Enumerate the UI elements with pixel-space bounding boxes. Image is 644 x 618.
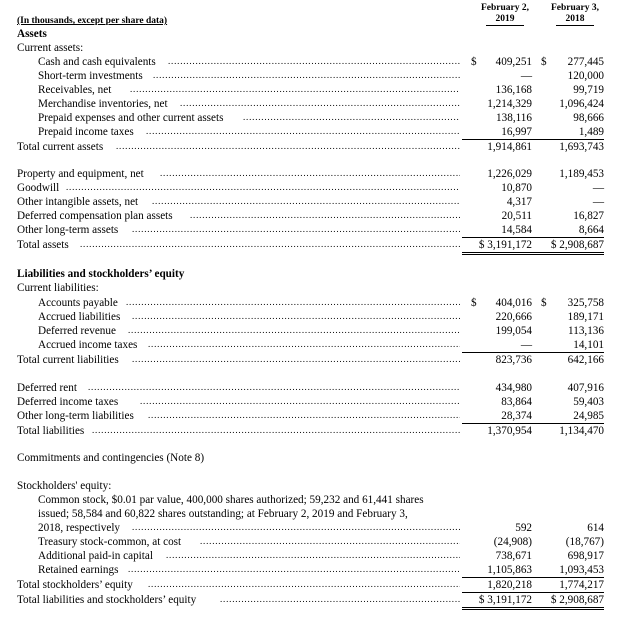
table-row	[0, 97, 644, 111]
row-label: Short-term investments	[38, 70, 143, 82]
table-row	[0, 209, 644, 223]
value-2019: —	[462, 338, 532, 353]
table-row	[0, 238, 644, 252]
col-header-2019-line1: February 2,	[480, 3, 530, 13]
table-row	[0, 593, 644, 607]
leader-dots	[166, 549, 460, 563]
value-2018: 1,693,743	[559, 141, 604, 153]
table-row	[0, 424, 644, 438]
section-assets: Assets	[17, 28, 47, 40]
value-2019: 83,864	[501, 396, 532, 408]
leader-dots	[180, 97, 460, 111]
value-2018: 407,916	[567, 382, 604, 394]
row-label: Receivables, net	[38, 84, 112, 96]
table-row	[0, 223, 644, 237]
table-row	[0, 83, 644, 97]
row-label: Prepaid income taxes	[38, 126, 134, 138]
value-2018: 1,489	[529, 125, 604, 140]
leader-dots	[80, 238, 460, 252]
value-2018: 16,827	[573, 210, 604, 222]
table-row	[0, 195, 644, 209]
value-2019: 136,168	[495, 84, 532, 96]
row-label: Goodwill	[17, 182, 60, 194]
value-2018: 277,445	[567, 56, 604, 68]
value-2018: 1,189,453	[559, 168, 604, 180]
value-2018: 24,985	[529, 409, 604, 424]
leader-dots	[132, 310, 460, 324]
leader-dots	[152, 195, 460, 209]
leader-dots	[153, 69, 460, 83]
row-label: Deferred compensation plan assets	[17, 210, 173, 222]
table-row	[0, 167, 644, 181]
row-label: Deferred rent	[17, 382, 77, 394]
row-label: 2018, respectively	[38, 522, 121, 534]
table-row	[0, 55, 644, 69]
value-2018: 1,093,453	[529, 563, 604, 578]
dollar-sign: $	[541, 56, 547, 68]
leader-dots	[66, 181, 460, 195]
value-2019: 823,736	[495, 354, 532, 366]
value-2018: —	[592, 182, 604, 194]
value-2019: 199,054	[495, 325, 532, 337]
row-label: Accrued liabilities	[38, 311, 121, 323]
leader-dots	[88, 381, 460, 395]
value-2018: 1,134,470	[559, 425, 604, 437]
leader-dots	[128, 324, 460, 338]
table-row	[0, 140, 644, 154]
dollar-sign: $	[541, 297, 547, 309]
row-label: Merchandise inventories, net	[38, 98, 168, 110]
section-current-assets: Current assets:	[17, 42, 84, 54]
value-2019: 28,374	[462, 409, 532, 424]
value-2018: 642,166	[567, 354, 604, 366]
leader-dots	[220, 593, 460, 607]
table-row	[0, 125, 644, 139]
table-row	[0, 563, 644, 577]
value-2019: 1,105,863	[462, 563, 532, 578]
value-2018: $ 2,908,687	[529, 238, 604, 255]
col-header-2019-line2: 2019	[486, 14, 524, 26]
row-label: Deferred income taxes	[17, 396, 119, 408]
table-row	[0, 324, 644, 338]
value-2018: 8,664	[529, 223, 604, 238]
value-2019: $ 3,191,172	[462, 238, 532, 255]
section-liabilities-equity: Liabilities and stockholders’ equity	[17, 268, 185, 280]
leader-dots	[128, 563, 460, 577]
row-label: Accounts payable	[38, 297, 118, 309]
row-label: Total liabilities	[17, 425, 85, 437]
section-current-liabilities: Current liabilities:	[17, 282, 99, 294]
value-2019: 4,317	[506, 196, 532, 208]
value-2018: 120,000	[567, 70, 604, 82]
dollar-sign: $	[471, 297, 477, 309]
leader-dots	[140, 395, 460, 409]
leader-dots	[130, 83, 460, 97]
value-2018: 113,136	[568, 325, 604, 337]
value-2019: (24,908)	[493, 536, 532, 548]
row-label: Cash and cash equivalents	[38, 56, 156, 68]
table-row	[0, 69, 644, 83]
table-row	[0, 353, 644, 367]
value-2019: 1,370,954	[487, 425, 532, 437]
table-row	[0, 296, 644, 310]
leader-dots	[132, 521, 460, 535]
dollar-sign: $	[471, 56, 477, 68]
row-label: Prepaid expenses and other current assets	[38, 112, 224, 124]
value-2018: 14,101	[529, 338, 604, 353]
value-2019: 20,511	[501, 210, 532, 222]
value-2019: 409,251	[495, 56, 532, 68]
leader-dots	[160, 167, 460, 181]
value-2018: $ 2,908,687	[529, 593, 604, 610]
table-row	[0, 395, 644, 409]
value-2018: —	[592, 196, 604, 208]
leader-dots	[243, 111, 460, 125]
leader-dots	[126, 296, 460, 310]
value-2019: 592	[515, 522, 532, 534]
row-label: Total stockholders’ equity	[17, 579, 133, 591]
leader-dots	[200, 535, 460, 549]
value-2018: 59,403	[573, 396, 604, 408]
value-2019: 404,016	[495, 297, 532, 309]
table-row	[0, 549, 644, 563]
row-label: Deferred revenue	[38, 325, 116, 337]
value-2019: 138,116	[496, 112, 532, 124]
value-2018: (18,767)	[565, 536, 604, 548]
value-2019: 1,820,218	[462, 578, 532, 593]
value-2019: 220,666	[495, 311, 532, 323]
value-2019: 738,671	[495, 550, 532, 562]
value-2018: 698,917	[567, 550, 604, 562]
value-2019: 10,870	[501, 182, 532, 194]
leader-dots	[116, 140, 460, 154]
row-label: Total current assets	[17, 141, 104, 153]
value-2018: 189,171	[567, 311, 604, 323]
row-label: Other intangible assets, net	[17, 196, 139, 208]
value-2018: 98,666	[573, 112, 604, 124]
row-label: Treasury stock-common, at cost	[38, 536, 182, 548]
value-2019: 16,997	[462, 125, 532, 140]
leader-dots	[148, 409, 460, 423]
value-2018: 99,719	[573, 84, 604, 96]
table-row	[0, 310, 644, 324]
leader-dots	[148, 338, 460, 352]
value-2019: 1,214,329	[487, 98, 532, 110]
row-label: Total liabilities and stockholders’ equity	[17, 594, 197, 606]
common-stock-desc-line2: issued; 58,584 and 60,822 shares outstanding; at February 2, 2019 and February 3,	[38, 508, 408, 520]
table-row	[0, 578, 644, 592]
row-label: Total assets	[17, 239, 69, 251]
row-label: Other long-term assets	[17, 224, 119, 236]
value-2019: 1,914,861	[487, 141, 532, 153]
leader-dots	[190, 209, 460, 223]
table-row	[0, 338, 644, 352]
col-header-2018-line2: 2018	[556, 14, 594, 26]
value-2019: —	[520, 70, 532, 82]
table-row	[0, 381, 644, 395]
commitments-note: Commitments and contingencies (Note 8)	[17, 452, 205, 464]
row-label: Additional paid-in capital	[38, 550, 153, 562]
table-row	[0, 181, 644, 195]
row-label: Property and equipment, net	[17, 168, 144, 180]
value-2018: 1,096,424	[559, 98, 604, 110]
leader-dots	[132, 223, 460, 237]
row-label: Other long-term liabilities	[17, 410, 134, 422]
value-2018: 1,774,217	[529, 578, 604, 593]
value-2018: 614	[587, 522, 604, 534]
section-stockholders-equity: Stockholders' equity:	[17, 480, 112, 492]
row-label: Accrued income taxes	[38, 339, 138, 351]
table-row	[0, 409, 644, 423]
col-header-2018-line1: February 3,	[550, 3, 600, 13]
value-2019: $ 3,191,172	[462, 593, 532, 610]
leader-dots	[146, 125, 460, 139]
units-note: (In thousands, except per share data)	[17, 16, 168, 26]
table-row	[0, 111, 644, 125]
leader-dots	[168, 55, 460, 69]
row-label: Total current liabilities	[17, 354, 119, 366]
leader-dots	[132, 353, 460, 367]
value-2019: 434,980	[495, 382, 532, 394]
table-row	[0, 535, 644, 549]
leader-dots	[92, 424, 460, 438]
value-2019: 1,226,029	[487, 168, 532, 180]
value-2018: 325,758	[567, 297, 604, 309]
value-2019: 14,584	[462, 223, 532, 238]
common-stock-desc-line1: Common stock, $0.01 par value, 400,000 shares authorized; 59,232 and 61,441 shares	[38, 494, 424, 506]
table-row	[0, 521, 644, 535]
row-label: Retained earnings	[38, 564, 119, 576]
leader-dots	[148, 578, 460, 592]
